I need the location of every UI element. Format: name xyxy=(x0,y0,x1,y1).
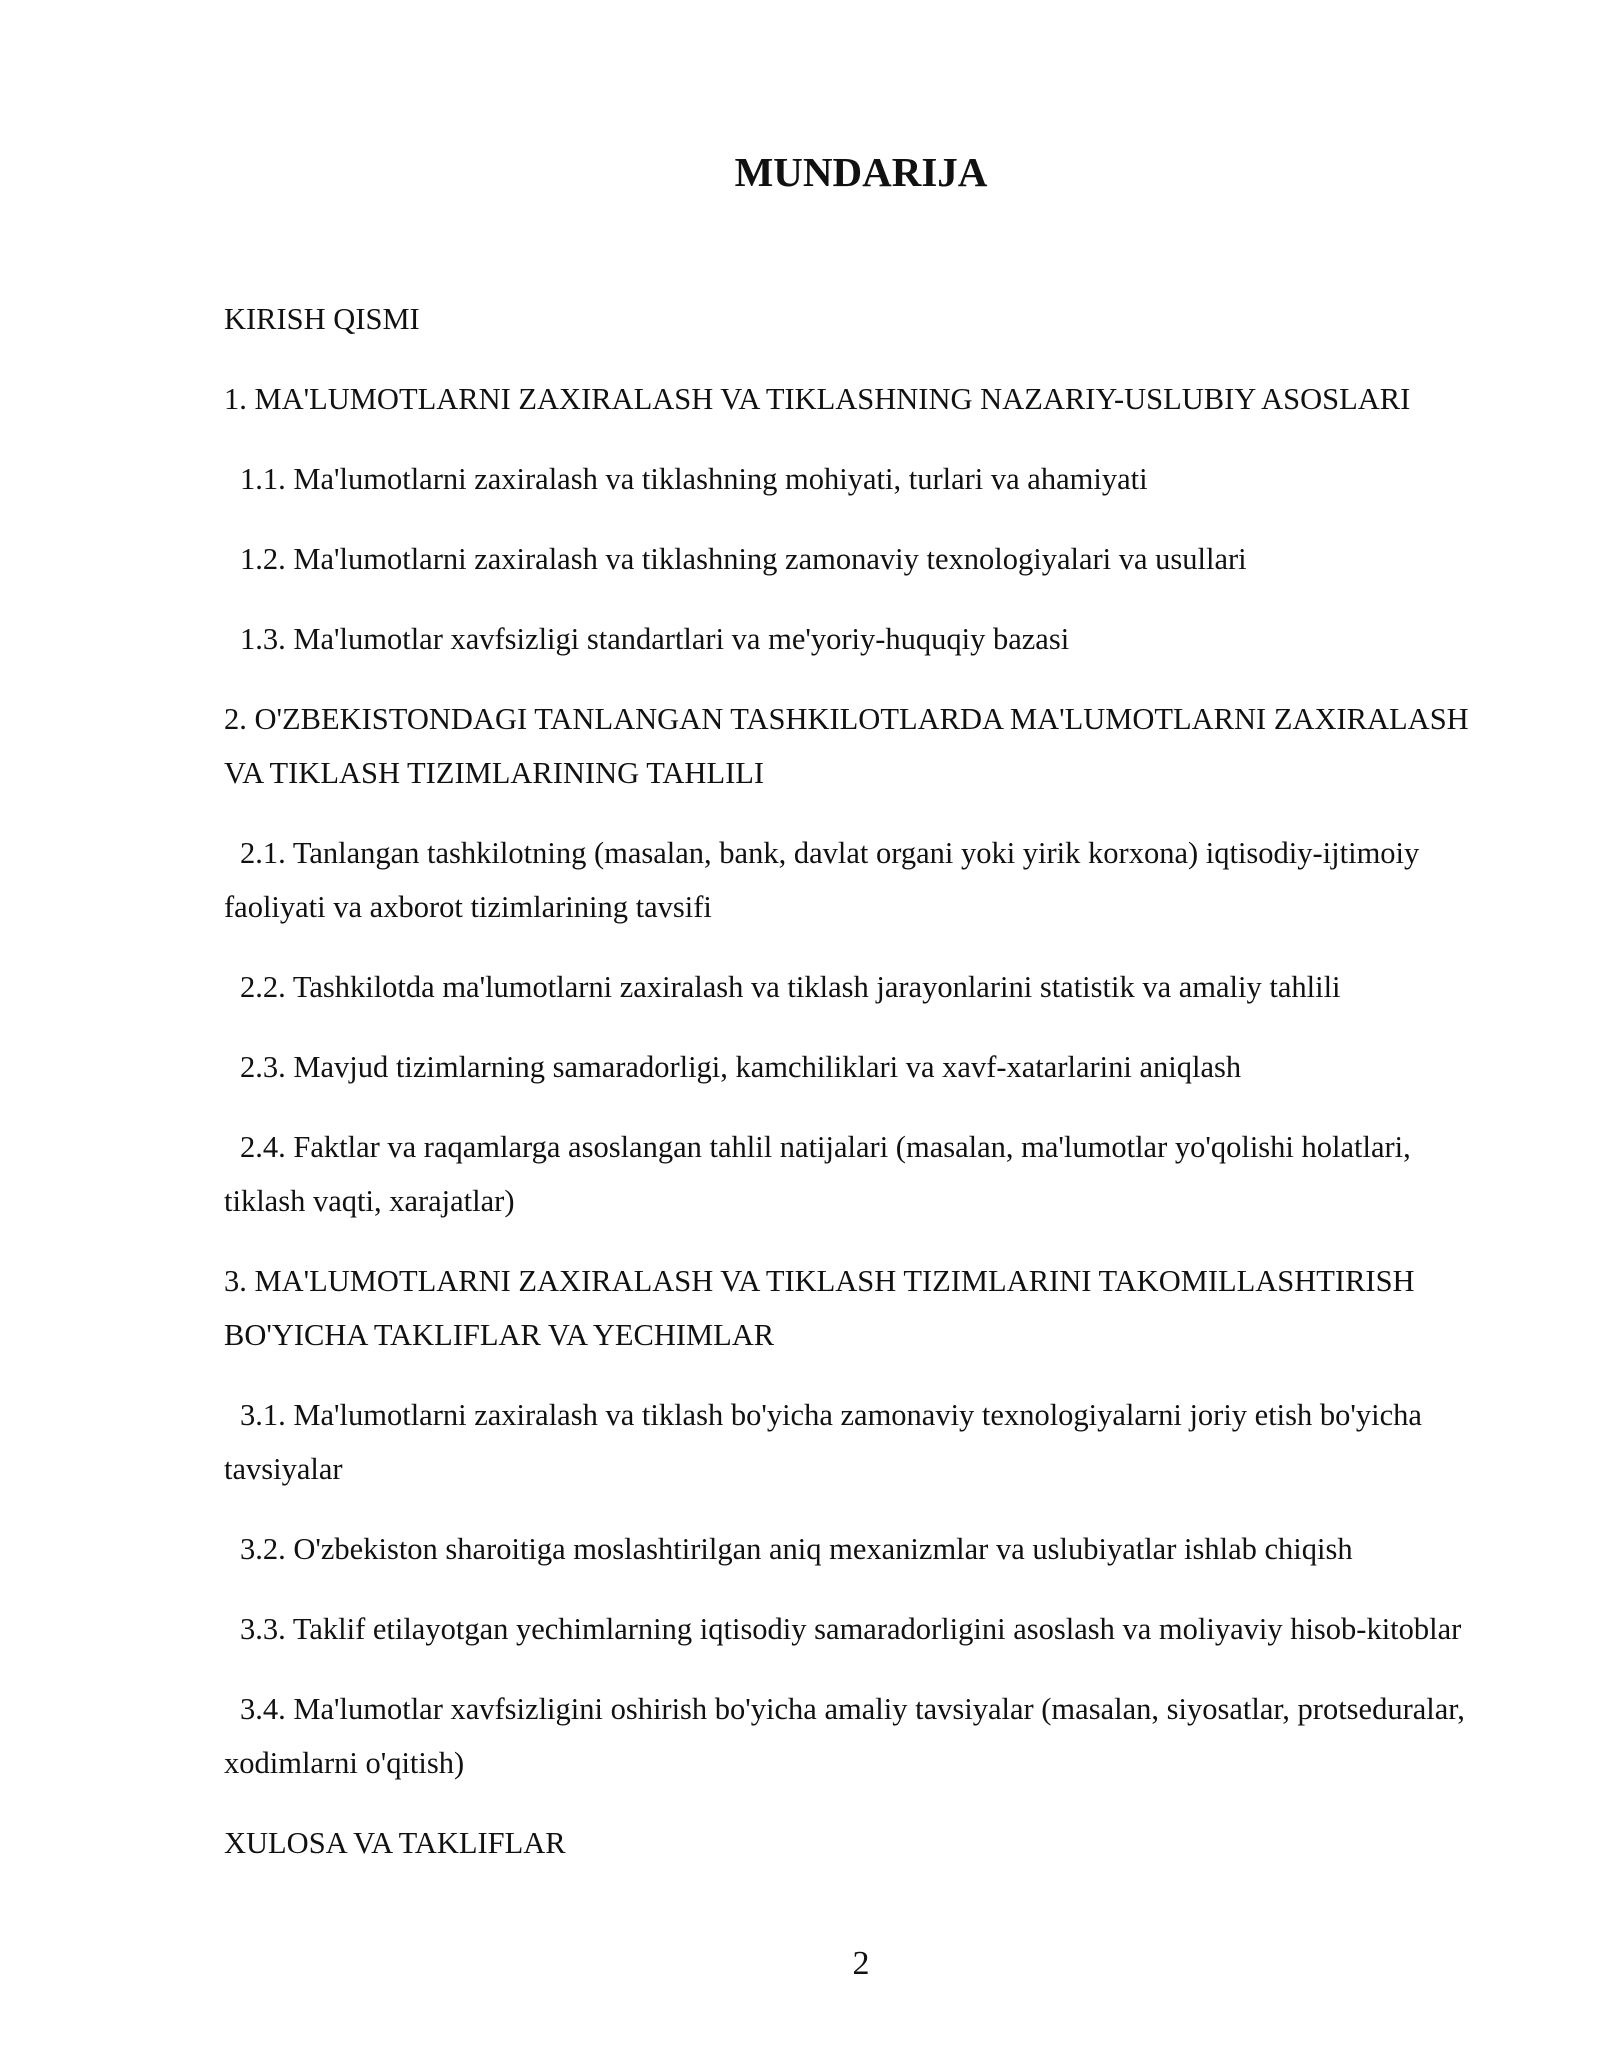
toc-entry-text: KIRISH QISMI xyxy=(224,302,420,336)
toc-entry-text: Ma'lumotlarni zaxiralash va tiklash bo'yicha zamonaviy texnologiyalarni joriy etish bo'yicha tavsiyalar xyxy=(224,1398,1422,1486)
toc-entry-chapter-1 xyxy=(224,372,1479,426)
toc-entry-number: 2. xyxy=(224,702,247,736)
toc-entry-section-1-1 xyxy=(224,452,1479,506)
toc-entry-number: 3.4. xyxy=(240,1692,286,1726)
toc-entry-number: 2.4. xyxy=(240,1130,286,1164)
toc-entry-text: MA'LUMOTLARNI ZAXIRALASH VA TIKLASHNING NAZARIY-USLUBIY ASOSLARI xyxy=(254,382,1411,416)
toc-entry-text: Ma'lumotlarni zaxiralash va tiklashning zamonaviy texnologiyalari va usullari xyxy=(293,542,1247,576)
toc-entry-number: 1.2. xyxy=(240,542,286,576)
toc-entry-text: O'ZBEKISTONDAGI TANLANGAN TASHKILOTLARDA MA'LUMOTLARNI ZAXIRALASH VA TIKLASH TIZIMLARINING TAHLILI xyxy=(224,702,1469,790)
toc-entry-text: Mavjud tizimlarning samaradorligi, kamchiliklari va xavf-xatarlarini aniqlash xyxy=(293,1050,1242,1084)
toc-entry-chapter-3 xyxy=(224,1254,1479,1362)
toc-entry-number: 1. xyxy=(224,382,247,416)
table-of-contents xyxy=(224,292,1479,1896)
toc-entry-section-3-3 xyxy=(224,1602,1479,1656)
toc-entry-number: 2.3. xyxy=(240,1050,286,1084)
toc-entry-text: Ma'lumotlar xavfsizligi standartlari va me'yoriy-huquqiy bazasi xyxy=(293,622,1070,656)
toc-entry-section-3-4 xyxy=(224,1682,1479,1790)
toc-entry-section-2-3 xyxy=(224,1040,1479,1094)
page-number: 2 xyxy=(852,1945,870,1982)
toc-entry-number: 3.3. xyxy=(240,1612,286,1646)
toc-entry-section-1-3 xyxy=(224,612,1479,666)
toc-entry-number: 3. xyxy=(224,1264,247,1298)
toc-entry-number: 3.1. xyxy=(240,1398,286,1432)
toc-entry-chapter-2 xyxy=(224,692,1479,800)
toc-entry-section-3-1 xyxy=(224,1388,1479,1496)
toc-entry-conclusion xyxy=(224,1816,1479,1870)
toc-entry-text: Ma'lumotlar xavfsizligini oshirish bo'yicha amaliy tavsiyalar (masalan, siyosatlar, protseduralar, xodimlarni o'qitish) xyxy=(224,1692,1465,1780)
toc-entry-number: 3.2. xyxy=(240,1532,286,1566)
toc-entry-section-2-1 xyxy=(224,826,1479,934)
toc-entry-number: 1.1. xyxy=(240,462,286,496)
toc-entry-text: Tashkilotda ma'lumotlarni zaxiralash va tiklash jarayonlarini statistik va amaliy tahlili xyxy=(292,970,1341,1004)
toc-entry-text: Taklif etilayotgan yechimlarning iqtisodiy samaradorligini asoslash va moliyaviy hisob-kitoblar xyxy=(292,1612,1462,1646)
toc-entry-text: Faktlar va raqamlarga asoslangan tahlil natijalari (masalan, ma'lumotlar yo'qolishi holatlari, tiklash vaqti, xarajatlar) xyxy=(224,1130,1411,1218)
toc-entry-number: 2.2. xyxy=(240,970,286,1004)
toc-entry-text: O'zbekiston sharoitiga moslashtirilgan aniq mexanizmlar va uslubiyatlar ishlab chiqish xyxy=(293,1532,1353,1566)
toc-entry-section-3-2 xyxy=(224,1522,1479,1576)
toc-entry-text: XULOSA VA TAKLIFLAR xyxy=(224,1826,566,1860)
toc-entry-text: MA'LUMOTLARNI ZAXIRALASH VA TIKLASH TIZIMLARINI TAKOMILLASHTIRISH BO'YICHA TAKLIFLAR VA YECHIMLAR xyxy=(224,1264,1415,1352)
toc-entry-section-2-2 xyxy=(224,960,1479,1014)
toc-entry-introduction xyxy=(224,292,1479,346)
toc-entry-number: 2.1. xyxy=(240,836,286,870)
toc-entry-text: Tanlangan tashkilotning (masalan, bank, davlat organi yoki yirik korxona) iqtisodiy-ijtimoiy faoliyati va axborot tizimlarining tavsifi xyxy=(224,836,1420,924)
page-title: MUNDARIJA xyxy=(734,149,988,195)
toc-entry-section-1-2 xyxy=(224,532,1479,586)
toc-entry-number: 1.3. xyxy=(240,622,286,656)
toc-entry-section-2-4 xyxy=(224,1120,1479,1228)
toc-entry-text: Ma'lumotlarni zaxiralash va tiklashning mohiyati, turlari va ahamiyati xyxy=(293,462,1148,496)
